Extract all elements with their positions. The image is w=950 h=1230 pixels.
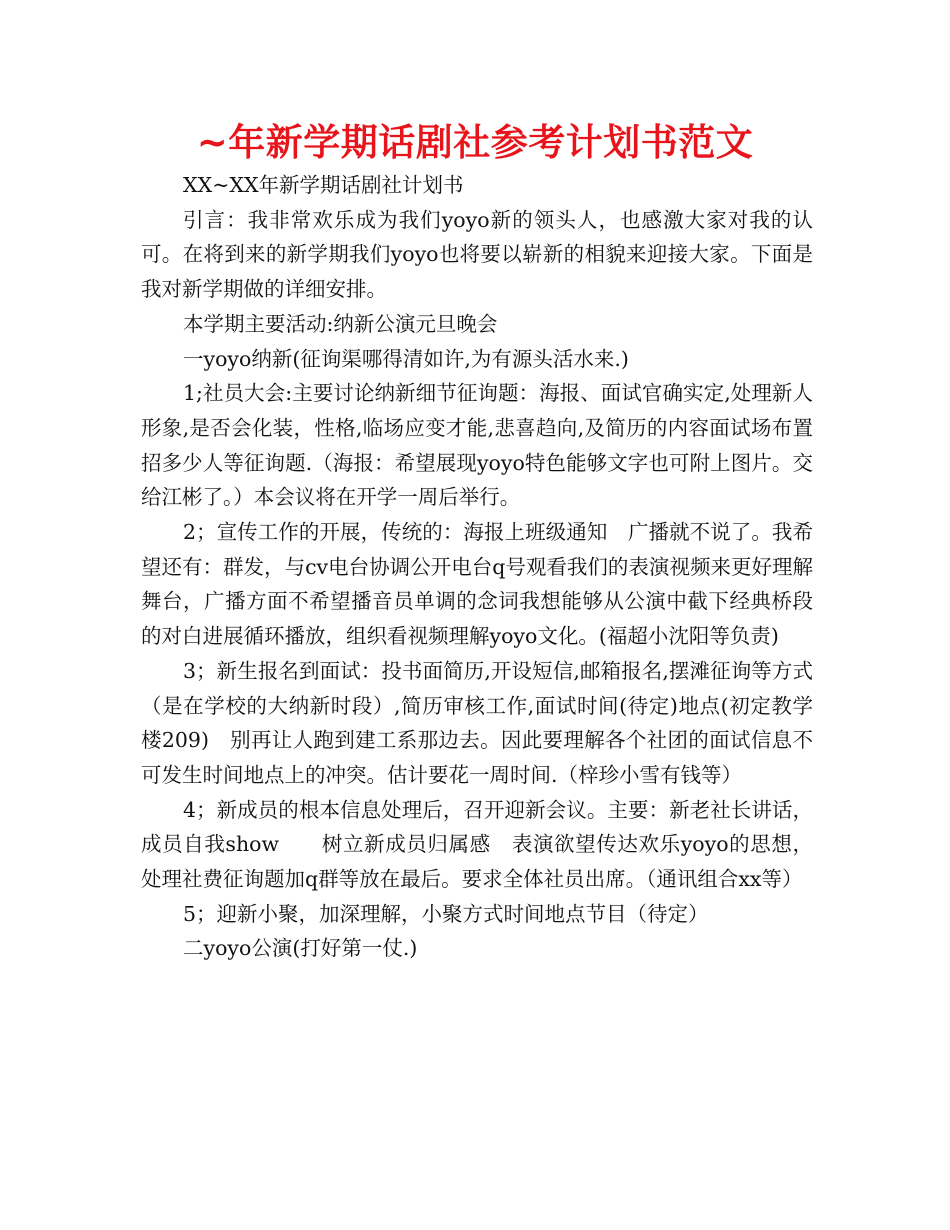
document-body [141,168,813,966]
item-4-paragraph: 4；新成员的根本信息处理后，召开迎新会议。主要：新老社长讲话，成员自我show 树立新成员归属感 表演欲望传达欢乐yoyo的思想，处理社费征询题加q群等放在最后。要求全体社员出席。（通讯组合xx等） [141,797,813,892]
section-one-heading: 一yoyo纳新(征询渠哪得清如许,为有源头活水来.) [183,346,629,371]
intro-paragraph: 引言：我非常欢乐成为我们yoyo新的领头人，也感激大家对我的认可。在将到来的新学期我们yoyo也将要以崭新的相貌来迎接大家。下面是我对新学期做的详细安排。 [141,207,813,302]
main-activities: 本学期主要活动:纳新公演元旦晚会 [183,311,498,336]
item-3-paragraph: 3；新生报名到面试：投书面简历,开设短信,邮箱报名,摆滩征询等方式（是在学校的大纳新时段）,简历审核工作,面试时间(待定)地点(初定教学楼209) 别再让人跑到建工系那边去。因此要理解各个社团的面试信息不可发生时间地点上的冲突。估计要花一周时间.（梓珍小雪有钱等） [141,658,813,787]
plan-heading: XX~XX年新学期话剧社计划书 [183,173,464,197]
section-two-heading: 二yoyo公演(打好第一仗.) [183,936,418,961]
item-5-paragraph: 5；迎新小聚，加深理解，小聚方式时间地点节目（待定） [183,901,709,926]
item-1-paragraph: 1;社员大会:主要讨论纳新细节征询题：海报、面试官确实定,处理新人形象,是否会化装，性格,临场应变才能,悲喜趋向,及简历的内容面试场布置招多少人等征询题.（海报：希望展现yoyo特色能够文字也可附上图片。交给江彬了。）本会议将在开学一周后举行。 [141,381,813,510]
document-title: ~年新学期话剧社参考计划书范文 [196,121,754,164]
item-2-paragraph: 2；宣传工作的开展，传统的：海报上班级通知 广播就不说了。我希望还有：群发，与cv电台协调公开电台q号观看我们的表演视频来更好理解舞台，广播方面不希望播音员单调的念词我想能够从公演中截下经典桥段的对白进展循环播放，组织看视频理解yoyo文化。(福超小沈阳等负责) [141,520,813,649]
